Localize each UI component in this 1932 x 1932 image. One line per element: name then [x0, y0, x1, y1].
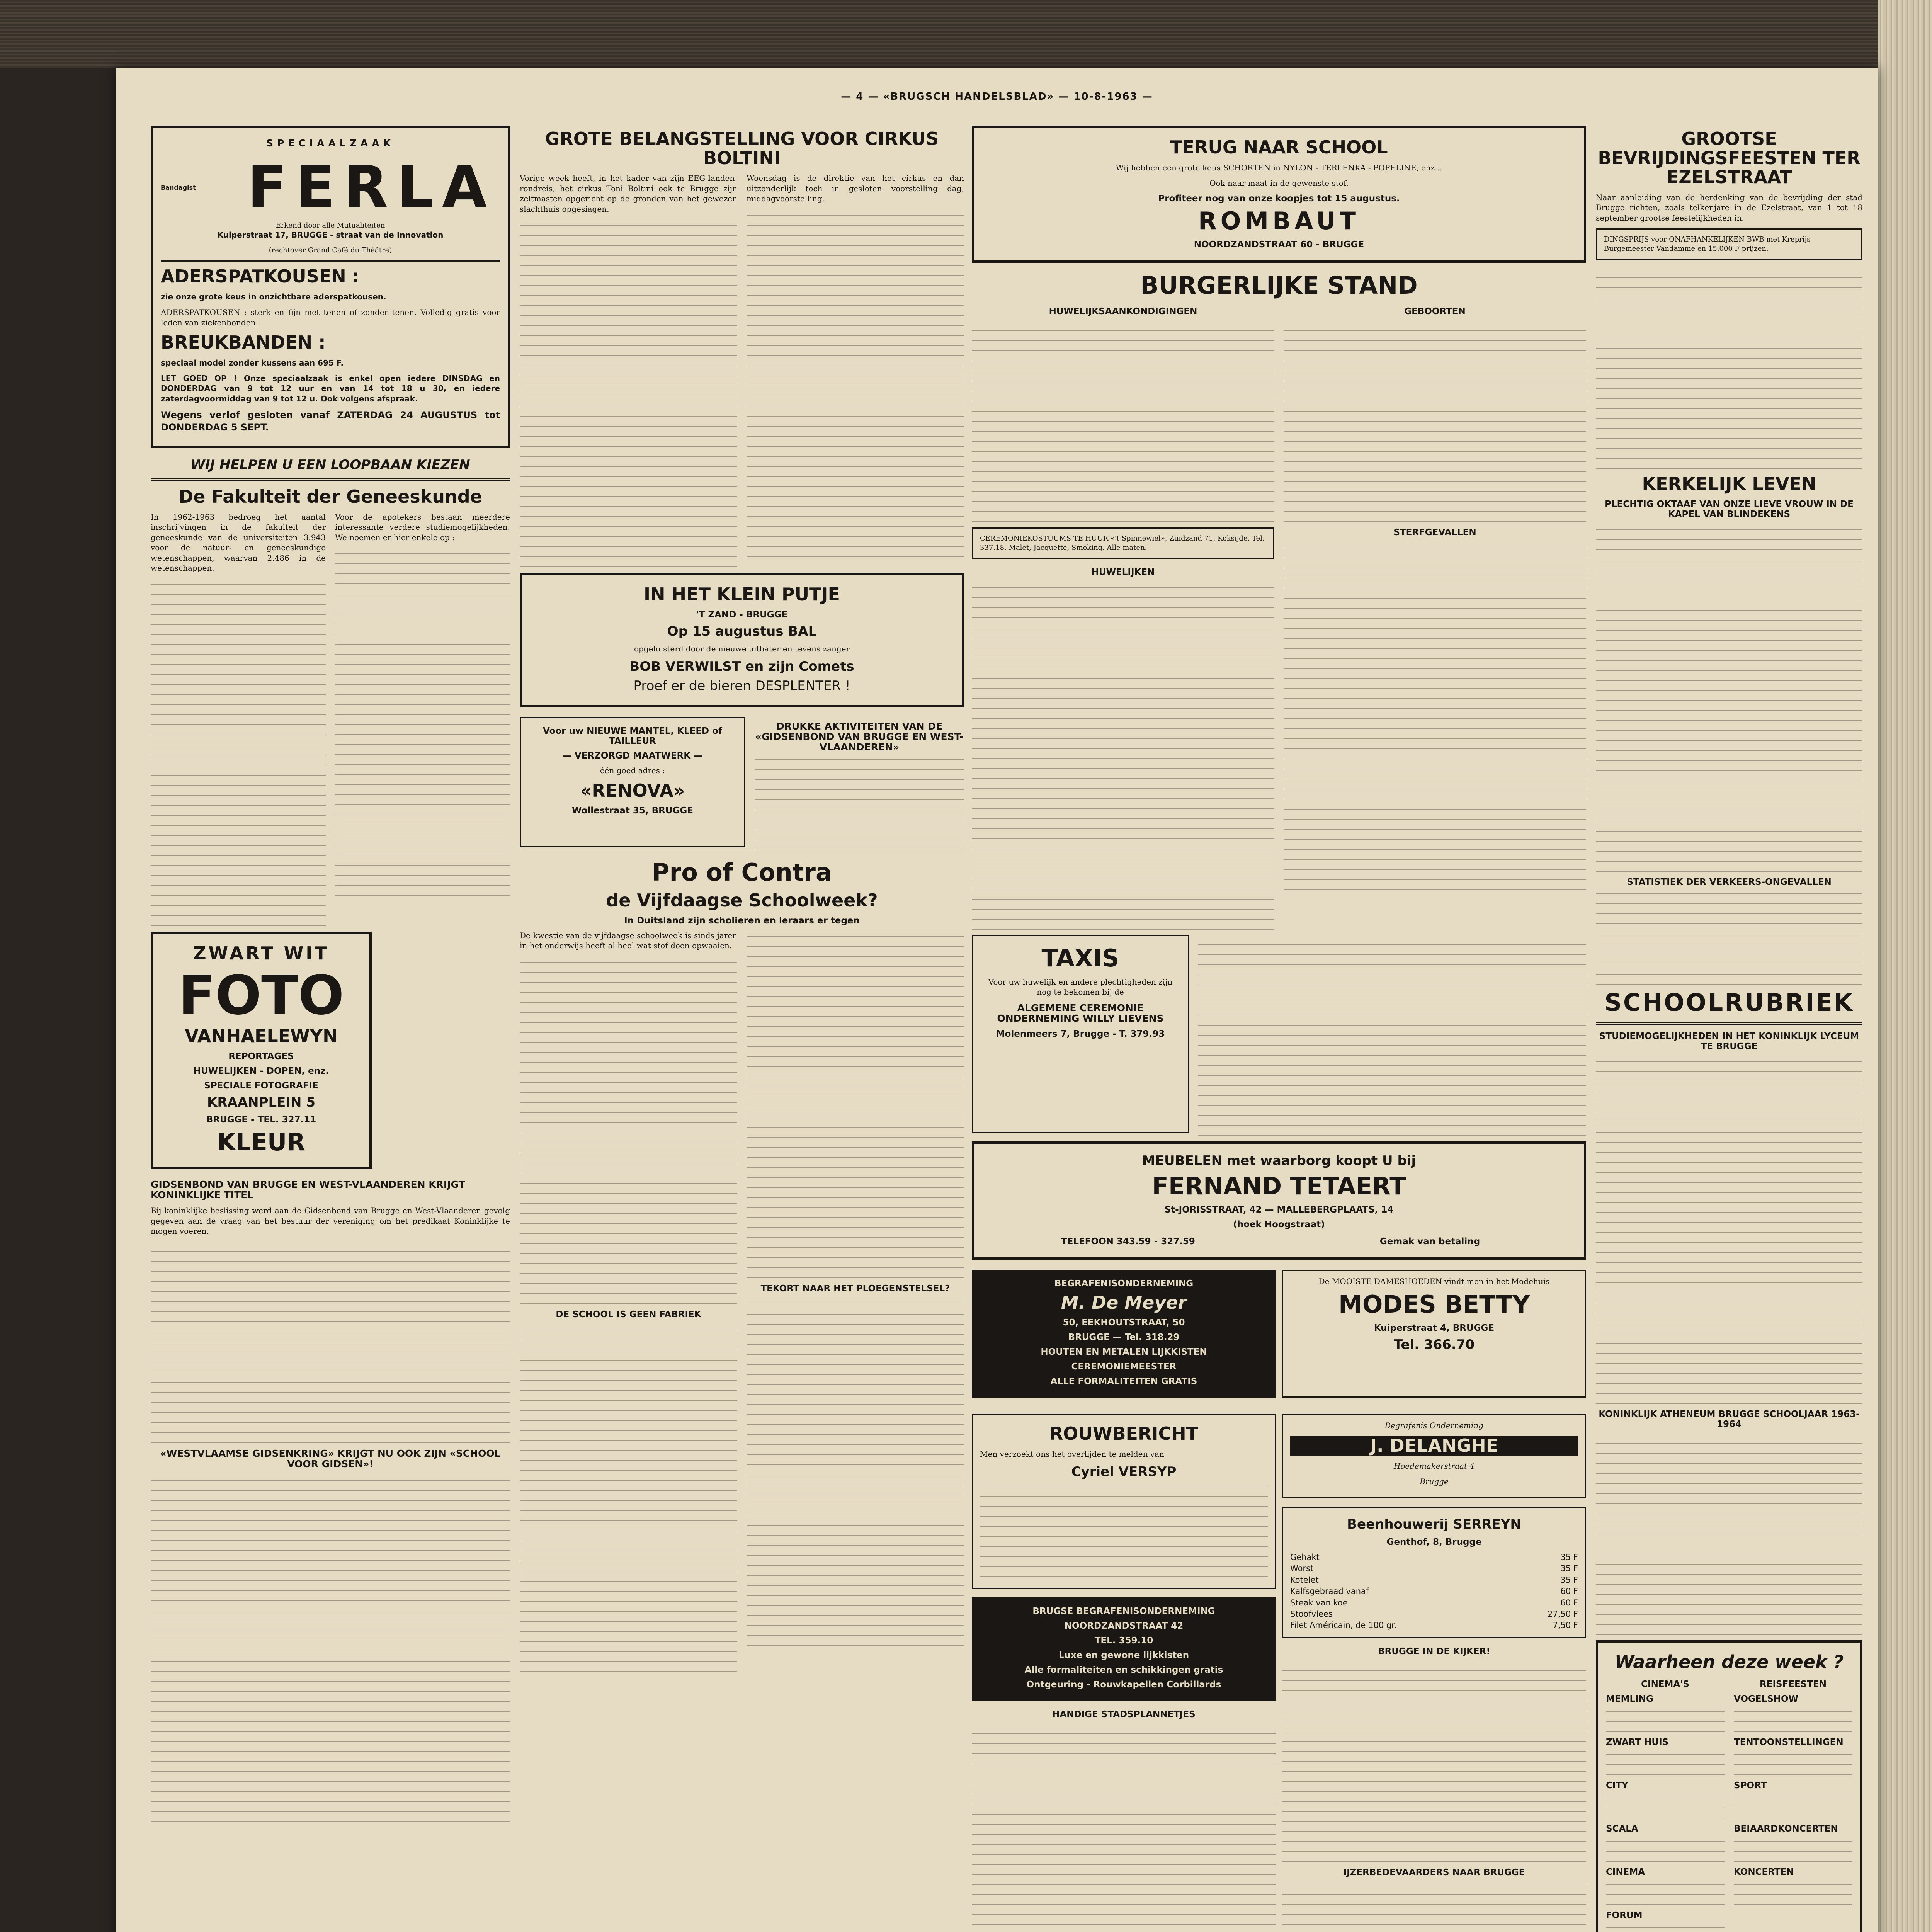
meyer-address: 50, EEKHOUTSTRAAT, 50	[1063, 1318, 1185, 1328]
price-item-value: 35 F	[1560, 1564, 1578, 1573]
putje-band: BOB VERWILST en zijn Comets	[629, 658, 854, 674]
meyer-extra-3: ALLE FORMALITEITEN GRATIS	[1050, 1376, 1197, 1387]
foto-city: BRUGGE - TEL. 327.11	[206, 1115, 316, 1125]
article-text-block	[151, 1242, 510, 1443]
price-item-name: Steak van koe	[1290, 1598, 1348, 1607]
article-text-block	[1606, 1795, 1725, 1818]
foto-top: ZWART WIT	[193, 943, 329, 964]
foto-line-2: HUWELIJKEN - DOPEN, enz.	[193, 1066, 329, 1076]
ferla-address-2: (rechtover Grand Café du Théâtre)	[269, 246, 392, 254]
column-3	[972, 126, 1586, 1932]
newspaper-page	[116, 68, 1878, 1932]
list-item: CINEMA	[1606, 1867, 1645, 1878]
tetaert-address: St-JORISSTRAAT, 42 — MALLEBERGPLAATS, 14	[1164, 1204, 1394, 1215]
price-row	[1290, 1552, 1578, 1563]
renova-advert	[520, 717, 745, 847]
betty-phone: Tel. 366.70	[1393, 1337, 1475, 1353]
loopbaan-paragraph-2: Voor de apotekers bestaan meerdere interessante verdere studiemogelijkheden. We noemen er hier enkele op :	[335, 512, 510, 542]
article-text-block	[972, 1724, 1276, 1925]
taxis-line: Voor uw huwelijk en andere plechtigheden zijn nog te bekomen bij de	[988, 977, 1173, 997]
article-text-block	[1734, 1838, 1852, 1862]
betty-name: MODES BETTY	[1338, 1290, 1530, 1319]
meyer-line: BEGRAFENISONDERNEMING	[1054, 1278, 1194, 1289]
tetaert-phone: TELEFOON 343.59 - 327.59	[1061, 1236, 1195, 1247]
price-item-name: Filet Américain, de 100 gr.	[1290, 1621, 1397, 1630]
price-row	[1290, 1620, 1578, 1631]
article-text-block	[1282, 1882, 1586, 1932]
price-row	[1290, 1609, 1578, 1620]
serreyn-price-list	[1290, 1552, 1578, 1631]
article-text-block	[1734, 1709, 1852, 1732]
ferla-name: FERLA	[247, 154, 496, 221]
ijzer-title: IJZERBEDEVAARDERS NAAR BRUGGE	[1343, 1867, 1525, 1878]
article-text-block	[1284, 321, 1586, 522]
price-item-value: 7,50 F	[1553, 1621, 1578, 1630]
foto-name: FOTO	[178, 964, 344, 1027]
stand-heading-c: HUWELIJKEN	[1091, 567, 1155, 578]
article-text-block	[1606, 1752, 1725, 1775]
delanghe-line: Begrafenis Onderneming	[1384, 1421, 1484, 1430]
school-advert-address: NOORDZANDSTRAAT 60 - BRUGGE	[1194, 240, 1364, 250]
article-text-block	[1606, 1838, 1725, 1862]
price-item-value: 60 F	[1560, 1587, 1578, 1596]
betty-advert	[1282, 1270, 1586, 1398]
delanghe-advert	[1282, 1414, 1586, 1498]
kerkelijk-subtitle: PLECHTIG OKTAAF VAN ONZE LIEVE VROUW IN DE KAPEL VAN BLINDEKENS	[1605, 499, 1854, 519]
article-text-block	[520, 219, 737, 567]
school-advert-name: ROMBAUT	[1198, 207, 1360, 235]
price-item-name: Gehakt	[1290, 1553, 1320, 1562]
rouwbericht-box	[972, 1414, 1276, 1589]
price-row	[1290, 1586, 1578, 1597]
kijker-title: BRUGGE IN DE KIJKER!	[1378, 1646, 1490, 1656]
list-item: SCALA	[1606, 1824, 1638, 1834]
page-header: — 4 — «BRUGSCH HANDELSBLAD» — 10-8-1963 —	[841, 91, 1153, 102]
article-text-block	[1606, 1925, 1725, 1932]
aderspatkousen-text-1: zie onze grote keus in onzichtbare aderspatkousen.	[161, 292, 386, 301]
taxis-title: TAXIS	[1041, 944, 1119, 973]
loopbaan-title: De Fakulteit der Geneeskunde	[179, 486, 482, 507]
article-text-block	[747, 930, 964, 1278]
ezelstraat-title: GROOTSE BEVRIJDINGSFEESTEN TER EZELSTRAAT	[1598, 128, 1861, 188]
price-item-value: 60 F	[1560, 1598, 1578, 1607]
stand-heading-b: GEBOORTEN	[1404, 306, 1466, 317]
list-item: VOGELSHOW	[1734, 1694, 1798, 1704]
list-item: MEMLING	[1606, 1694, 1653, 1704]
price-item-name: Kalfsgebraad vanaf	[1290, 1587, 1369, 1596]
meyer-city: BRUGGE — Tel. 318.29	[1068, 1332, 1180, 1343]
list-item: BEIAARDKONCERTEN	[1734, 1824, 1838, 1834]
price-item-value: 35 F	[1560, 1553, 1578, 1562]
article-text-block	[1606, 1709, 1725, 1732]
schoolweek-subtitle: In Duitsland zijn scholieren en leraars er tegen	[624, 915, 860, 926]
article-text-block	[1282, 1661, 1586, 1862]
waarheen-cinemas: CINEMA'S	[1641, 1679, 1689, 1690]
delanghe-line-2: Hoedemakerstraat 4	[1393, 1461, 1475, 1471]
article-text-block	[520, 956, 737, 1304]
list-item: ZWART HUIS	[1606, 1737, 1669, 1748]
delanghe-name: J. DELANGHE	[1290, 1436, 1578, 1456]
rouwbericht-name: Cyriel VERSYP	[1071, 1464, 1177, 1480]
article-text-block	[1596, 268, 1862, 469]
boltini-paragraph-2: Woensdag is de direktie van het cirkus en dan uitzonderlijk toch in gesloten voorstelling dag, middagvoorstelling.	[747, 173, 964, 204]
binding-top	[0, 0, 1932, 68]
foto-advert	[151, 932, 372, 1169]
price-row	[1290, 1597, 1578, 1609]
list-item: SPORT	[1734, 1781, 1767, 1791]
school-advert-line-3: Profiteer nog van onze koopjes tot 15 augustus.	[1158, 194, 1400, 204]
putje-place: 'T ZAND - BRUGGE	[696, 609, 788, 620]
loopbaan-paragraph-1: In 1962-1963 bedroeg het aantal inschrijvingen in de fakulteit der geneeskunde van de universiteiten 3.943 voor de natuur- en geneeskundige wetenschappen, waarvan 2.486 in de wetenschappen.	[151, 512, 326, 573]
aktiviteiten-title: DRUKKE AKTIVITEITEN VAN DE «GIDSENBOND VAN BRUGGE EN WEST-VLAANDEREN»	[755, 721, 964, 753]
loopbaan-banner: WIJ HELPEN U EEN LOOPBAAN KIEZEN	[190, 457, 470, 473]
renova-line-1: Voor uw NIEUWE MANTEL, KLEED of TAILLEUR	[543, 726, 722, 747]
ferla-bandagist: Bandagist	[161, 184, 196, 191]
putje-event: Op 15 augustus BAL	[667, 623, 817, 639]
waarheen-title: Waarheen deze week ?	[1614, 1651, 1844, 1672]
column-4	[1596, 126, 1862, 1932]
renova-line-3: één goed adres :	[600, 766, 665, 776]
meyer-advert	[972, 1270, 1276, 1398]
foto-kleur: KLEUR	[217, 1128, 305, 1156]
gidsenbond-paragraph: Bij koninklijke beslissing werd aan de Gidsenbond van Brugge en West-Vlaanderen gevolg gegeven aan de vraag van het bestuur der vereniging om het predikaat Koninklijke te mogen voeren.	[151, 1206, 510, 1236]
article-text-block	[151, 1475, 510, 1822]
boltini-title: GROTE BELANGSTELLING VOOR CIRKUS BOLTINI	[545, 128, 939, 168]
price-item-value: 35 F	[1560, 1575, 1578, 1585]
putje-cheers: Proef er de bieren DESPLENTER !	[633, 678, 850, 694]
ferla-recognised: Erkend door alle Mutualiteiten	[276, 221, 385, 230]
schoolrubriek-subtitle: STUDIEMOGELIJKHEDEN IN HET KONINKLIJK LYCEUM TE BRUGGE	[1599, 1031, 1859, 1051]
column-2	[520, 126, 964, 1932]
list-item: CITY	[1606, 1781, 1628, 1791]
price-item-name: Kotelet	[1290, 1575, 1319, 1585]
aderspatkousen-text-2: ADERSPATKOUSEN : sterk en fijn met tenen of zonder tenen. Volledig gratis voor leden van ziekenbonden.	[161, 308, 500, 327]
list-item: KONCERTEN	[1734, 1867, 1794, 1878]
waarheen-box	[1596, 1640, 1862, 1932]
renova-address: Wollestraat 35, BRUGGE	[572, 806, 693, 816]
school-advert-title: TERUG NAAR SCHOOL	[1170, 137, 1388, 158]
meyer-name: M. De Meyer	[1061, 1292, 1187, 1313]
ezelstraat-paragraph: Naar aanleiding van de herdenking van de bevrijding der stad Brugge richten, zoals telkenjare in de Ezelstraat, van 1 tot 18 september grootse feestelijkheden in.	[1596, 193, 1862, 223]
foto-line-1: REPORTAGES	[228, 1051, 294, 1061]
article-text-block	[972, 582, 1274, 930]
serreyn-title: Beenhouwerij SERREYN	[1347, 1517, 1521, 1532]
article-text-block	[747, 209, 964, 557]
stand-title: BURGERLIJKE STAND	[1140, 271, 1418, 300]
article-text-block	[1596, 892, 1862, 985]
meyer-extra: HOUTEN EN METALEN LIJKKISTEN	[1041, 1347, 1207, 1357]
article-text-block	[1284, 542, 1586, 890]
schoolweek-fabriek: DE SCHOOL IS GEEN FABRIEK	[556, 1309, 701, 1320]
column-1	[151, 126, 510, 1932]
ferla-kicker: SPECIAALZAAK	[266, 138, 395, 149]
bruggeroep-line-1: BRUGSE BEGRAFENISONDERNEMING	[1032, 1606, 1215, 1617]
tetaert-name: FERNAND TETAERT	[1152, 1172, 1406, 1200]
waarheen-feesten: REISFEESTEN	[1760, 1679, 1827, 1690]
ferla-address: Kuiperstraat 17, BRUGGE - straat van de Innovation	[217, 230, 444, 240]
list-item: TENTOONSTELLINGEN	[1734, 1737, 1844, 1748]
article-text-block	[747, 1298, 964, 1646]
price-item-value: 27,50 F	[1548, 1609, 1578, 1619]
article-text-block	[1734, 1882, 1852, 1905]
rouwbericht-line: Men verzoekt ons het overlijden te melden van	[980, 1449, 1164, 1459]
price-item-name: Worst	[1290, 1564, 1314, 1573]
schoolrubriek-subtitle-2: KONINKLIJK ATHENEUM BRUGGE SCHOOLJAAR 1963-1964	[1599, 1409, 1860, 1429]
school-advert-line-2: Ook naar maat in de gewenste stof.	[1209, 179, 1349, 188]
schoolrubriek-title: SCHOOLRUBRIEK	[1604, 988, 1854, 1017]
bruggeroep-advert	[972, 1597, 1276, 1701]
betty-address: Kuiperstraat 4, BRUGGE	[1374, 1323, 1495, 1333]
delanghe-city: Brugge	[1420, 1476, 1449, 1486]
article-text-block	[980, 1484, 1268, 1577]
stand-heading-d: STERFGEVALLEN	[1393, 527, 1476, 538]
article-text-block	[755, 758, 964, 850]
aderspatkousen-title: ADERSPATKOUSEN :	[161, 266, 360, 287]
school-advert	[972, 126, 1586, 263]
breukbanden-title: BREUKBANDEN :	[161, 332, 326, 353]
schoolweek-title: Pro of Contra	[652, 858, 832, 887]
taxis-address: Molenmeers 7, Brugge - T. 379.93	[996, 1029, 1165, 1039]
bruggeroep-line-4: Ontgeuring - Rouwkapellen Corbillards	[1026, 1680, 1221, 1690]
list-item: FORUM	[1606, 1910, 1643, 1921]
article-text-block	[1734, 1795, 1852, 1818]
putje-advert	[520, 573, 964, 707]
foto-line-3: SPECIALE FOTOGRAFIE	[204, 1080, 318, 1091]
boltini-paragraph-1: Vorige week heeft, in het kader van zijn EEG-landen-rondreis, het cirkus Toni Boltini ook te Brugge zijn zeltmasten opgericht op de gronden van het gewezen slachthuis opgesiagen.	[520, 173, 737, 214]
ferla-verlof: Wegens verlof gesloten vanaf ZATERDAG 24 AUGUSTUS tot DONDERDAG 5 SEPT.	[161, 410, 500, 433]
gidsenbond-subtitle: «WESTVLAAMSE GIDSENKRING» KRIJGT NU OOK ZIJN «SCHOOL VOOR GIDSEN»!	[160, 1447, 501, 1469]
rouwbericht-title: ROUWBERICHT	[1049, 1423, 1199, 1444]
article-text-block	[972, 321, 1274, 522]
putje-title: IN HET KLEIN PUTJE	[644, 583, 840, 605]
renova-name: «RENOVA»	[580, 780, 685, 801]
article-text-block	[1596, 1434, 1862, 1635]
article-text-block	[1596, 524, 1862, 872]
tetaert-line: MEUBELEN met waarborg koopt U bij	[1142, 1153, 1416, 1169]
serreyn-advert	[1282, 1507, 1586, 1638]
article-text-block	[1596, 1056, 1862, 1404]
article-text-block	[520, 1324, 737, 1672]
price-row	[1290, 1575, 1578, 1586]
price-row	[1290, 1563, 1578, 1574]
renova-line-2: — VERZORGD MAATWERK —	[562, 751, 703, 761]
article-text-block	[1198, 935, 1586, 1136]
bruggeroep-line-2: Luxe en gewone lijkkisten	[1058, 1650, 1189, 1661]
statistiek-title: STATISTIEK DER VERKEERS-ONGEVALLEN	[1627, 877, 1832, 887]
kerkelijk-title: KERKELIJK LEVEN	[1642, 473, 1816, 494]
stand-heading-a: HUWELIJKSAANKONDIGINGEN	[1049, 306, 1197, 317]
article-text-block	[1606, 1882, 1725, 1905]
article-text-block	[335, 548, 510, 896]
binding-edge	[1878, 0, 1932, 1932]
article-text-block	[151, 578, 326, 926]
gidsenbond-title: GIDSENBOND VAN BRUGGE EN WEST-VLAANDEREN KRIJGT KONINKLIJKE TITEL	[151, 1179, 465, 1201]
stand-ceremonie: CEREMONIEKOSTUUMS TE HUUR «'t Spinnewiel», Zuidzand 71, Koksijde. Tel. 337.18. Malet, Jacquette, Smoking. Alle maten.	[972, 527, 1274, 559]
ezelstraat-box: DINGSPRIJS voor ONAFHANKELIJKEN BWB met Kreprijs Burgemeester Vandamme en 15.000 F prijzen.	[1596, 228, 1862, 260]
taxis-name: ALGEMENE CEREMONIE ONDERNEMING WILLY LIEVENS	[997, 1002, 1164, 1024]
agenda-list	[1734, 1694, 1852, 1905]
schoolweek-title-2: de Vijfdaagse Schoolweek?	[606, 890, 878, 911]
bruggeroep-address: NOORDZANDSTRAAT 42	[1064, 1621, 1184, 1631]
betty-line: De MOOISTE DAMESHOEDEN vindt men in het Modehuis	[1318, 1276, 1550, 1286]
foto-address: KRAANPLEIN 5	[207, 1094, 316, 1110]
tetaert-address-2: (hoek Hoogstraat)	[1233, 1219, 1325, 1230]
price-item-name: Stoofvlees	[1290, 1609, 1333, 1619]
meyer-extra-2: CEREMONIEMEESTER	[1071, 1362, 1177, 1372]
stadsplan-title: HANDIGE STADSPLANNETJES	[1052, 1709, 1196, 1720]
schoolweek-paragraph: De kwestie van de vijfdaagse schoolweek is sinds jaren in het onderwijs heeft al heel wat stof doen opwaaien.	[520, 930, 737, 951]
article-text-block	[1734, 1752, 1852, 1775]
foto-name-2: VANHAELEWYN	[185, 1026, 338, 1046]
ferla-advert	[151, 126, 510, 448]
school-advert-line-1: Wij hebben een grote keus SCHORTEN in NYLON - TERLENKA - POPELINE, enz...	[1116, 163, 1442, 172]
taxis-advert	[972, 935, 1189, 1133]
tetaert-tagline: Gemak van betaling	[1379, 1236, 1480, 1247]
bruggeroep-phone: TEL. 359.10	[1094, 1636, 1153, 1646]
tetaert-advert	[972, 1141, 1586, 1260]
breukbanden-text-2: LET GOED OP ! Onze speciaalzaak is enkel open iedere DINSDAG en DONDERDAG van 9 tot 12 uur en van 14 tot 18 u 30, en iedere zaterdagvoormiddag van 9 tot 12 u. Ook volgens afspraak.	[161, 374, 500, 403]
bruggeroep-line-3: Alle formaliteiten en schikkingen gratis	[1024, 1665, 1223, 1675]
cinema-list	[1606, 1694, 1725, 1932]
breukbanden-text-1: speciaal model zonder kussens aan 695 F.	[161, 358, 344, 367]
schoolweek-toekomst: TEKORT NAAR HET PLOEGENSTELSEL?	[760, 1283, 950, 1294]
putje-line: opgeluisterd door de nieuwe uitbater en tevens zanger	[634, 644, 850, 654]
serreyn-address: Genthof, 8, Brugge	[1386, 1537, 1482, 1548]
